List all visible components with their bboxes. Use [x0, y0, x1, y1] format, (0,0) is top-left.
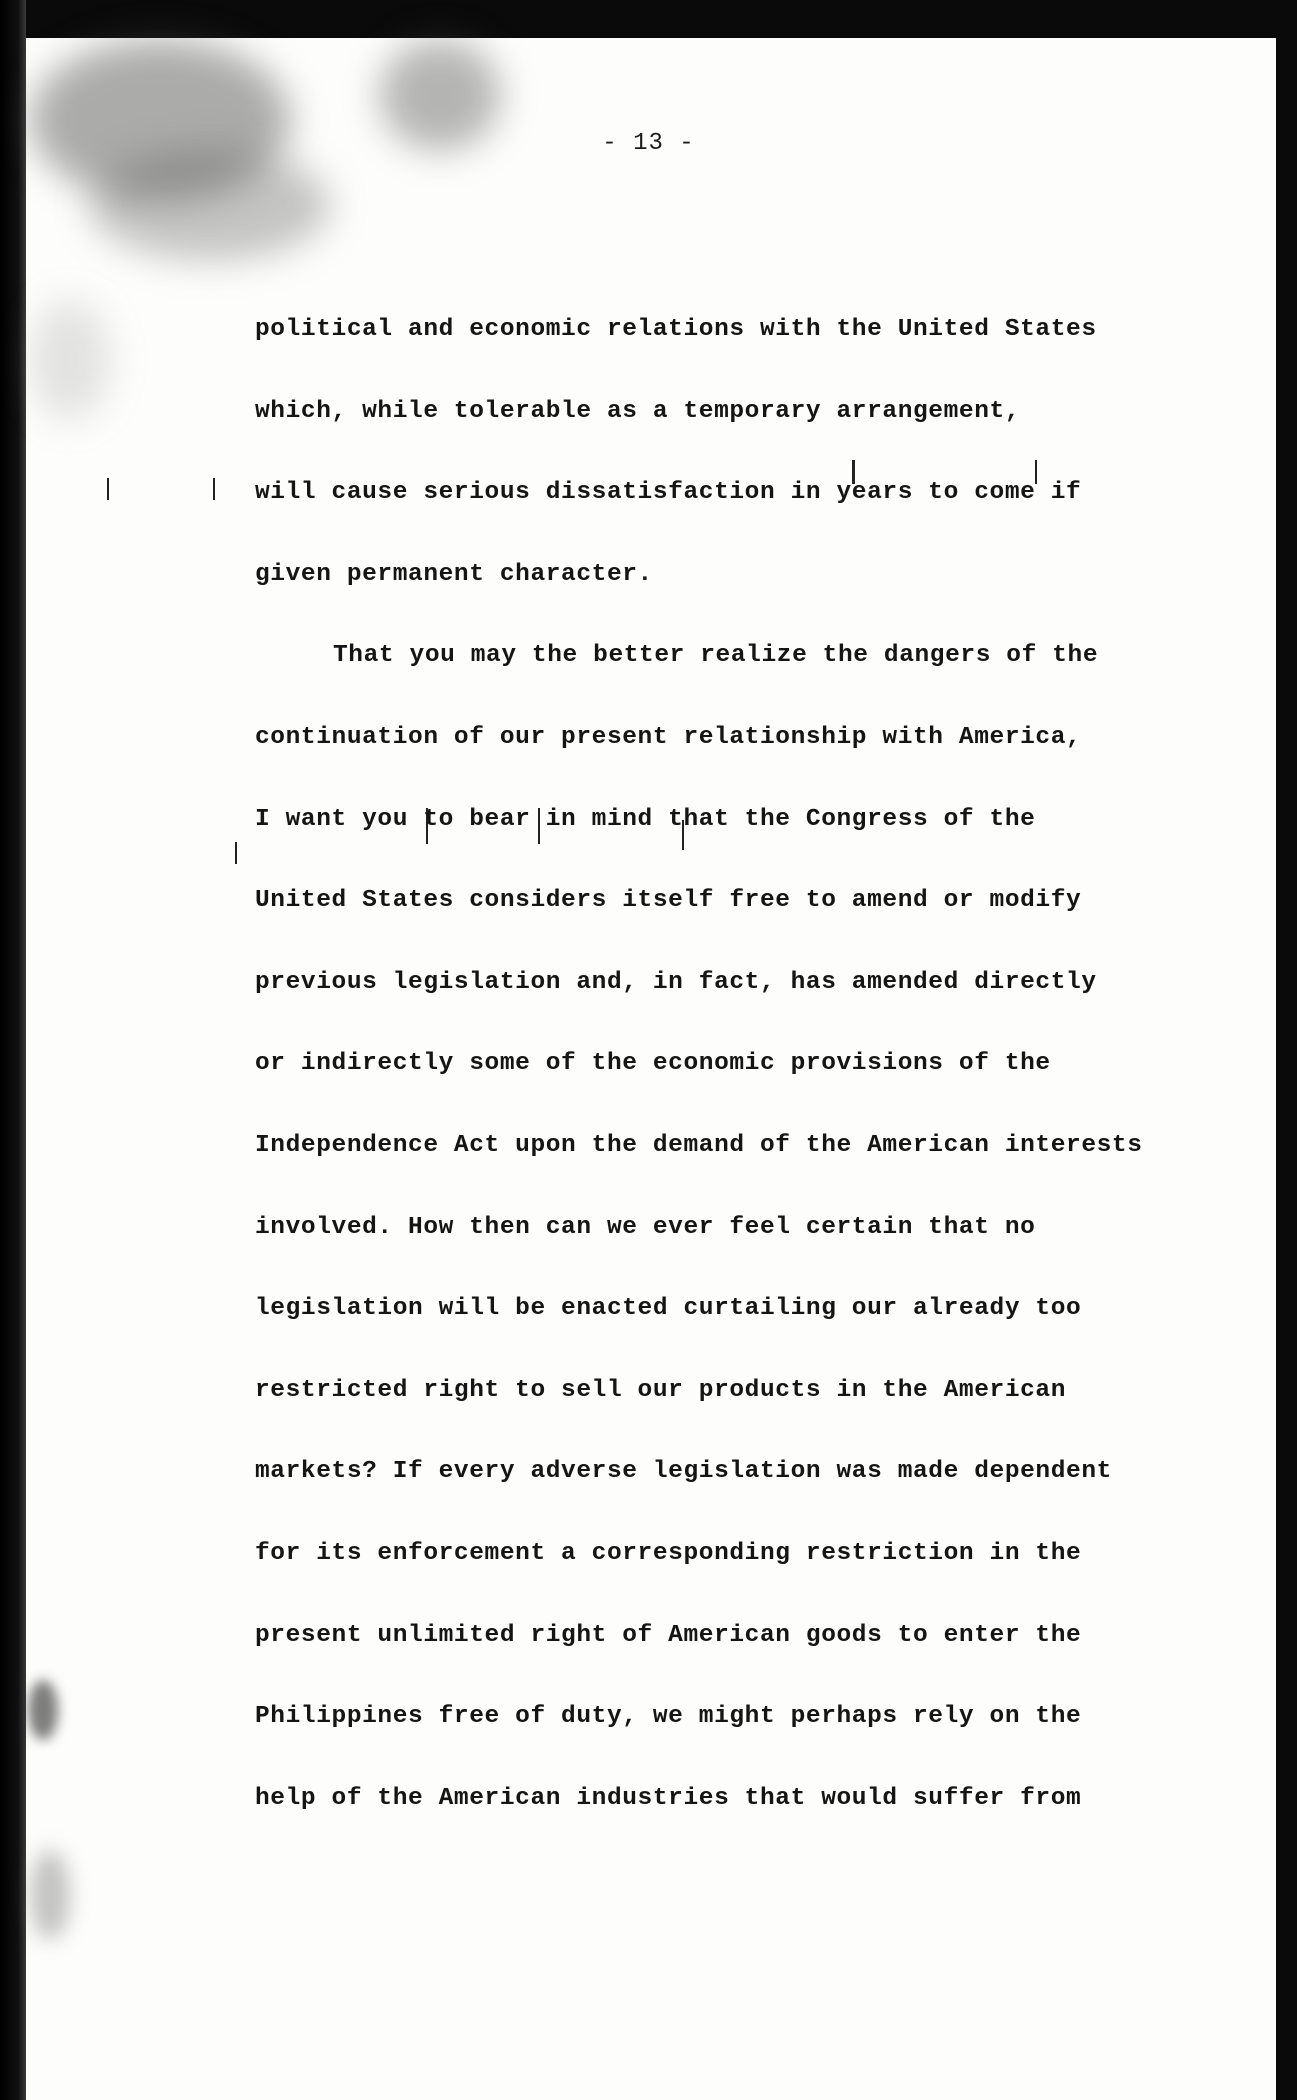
stain-mark [90, 150, 330, 260]
text-line: previous legislation and, in fact, has amended directly [255, 968, 1097, 996]
text-line: Independence Act upon the demand of the American interests [255, 1131, 1143, 1159]
stain-mark [28, 1680, 58, 1740]
stain-mark [30, 1850, 70, 1940]
text-line: markets? If every adverse legislation was made dependent [255, 1458, 1112, 1486]
stray-mark [213, 478, 215, 500]
text-line: legislation will be enacted curtailing our already too [255, 1295, 1082, 1323]
text-line: will cause serious dissatisfaction in years to come if [255, 479, 1082, 507]
body-text [255, 310, 1175, 1860]
stray-mark [107, 478, 109, 500]
text-line: present unlimited right of American goods to enter the [255, 1621, 1082, 1649]
text-line: given permanent character. [255, 560, 653, 588]
text-line: continuation of our present relationship with America, [255, 723, 1082, 751]
text-line: United States considers itself free to amend or modify [255, 887, 1082, 915]
page-number: - 13 - [602, 130, 695, 157]
stray-mark [235, 842, 237, 864]
scan-border [0, 0, 26, 2100]
text-line: help of the American industries that would suffer from [255, 1784, 1082, 1812]
paragraph-start: That you may the better realize the dangers of the [333, 642, 1099, 670]
text-line: or indirectly some of the economic provisions of the [255, 1050, 1051, 1078]
text-line: restricted right to sell our products in the American [255, 1376, 1067, 1404]
text-line: Philippines free of duty, we might perhaps rely on the [255, 1703, 1082, 1731]
text-line: political and economic relations with the United States [255, 316, 1097, 343]
stain-mark [30, 300, 110, 420]
text-line: which, while tolerable as a temporary arrangement, [255, 397, 1021, 425]
text-line: for its enforcement a corresponding restriction in the [255, 1539, 1082, 1567]
text-line: involved. How then can we ever feel certain that no [255, 1213, 1036, 1241]
text-line: I want you to bear in mind that the Congress of the [255, 805, 1036, 833]
